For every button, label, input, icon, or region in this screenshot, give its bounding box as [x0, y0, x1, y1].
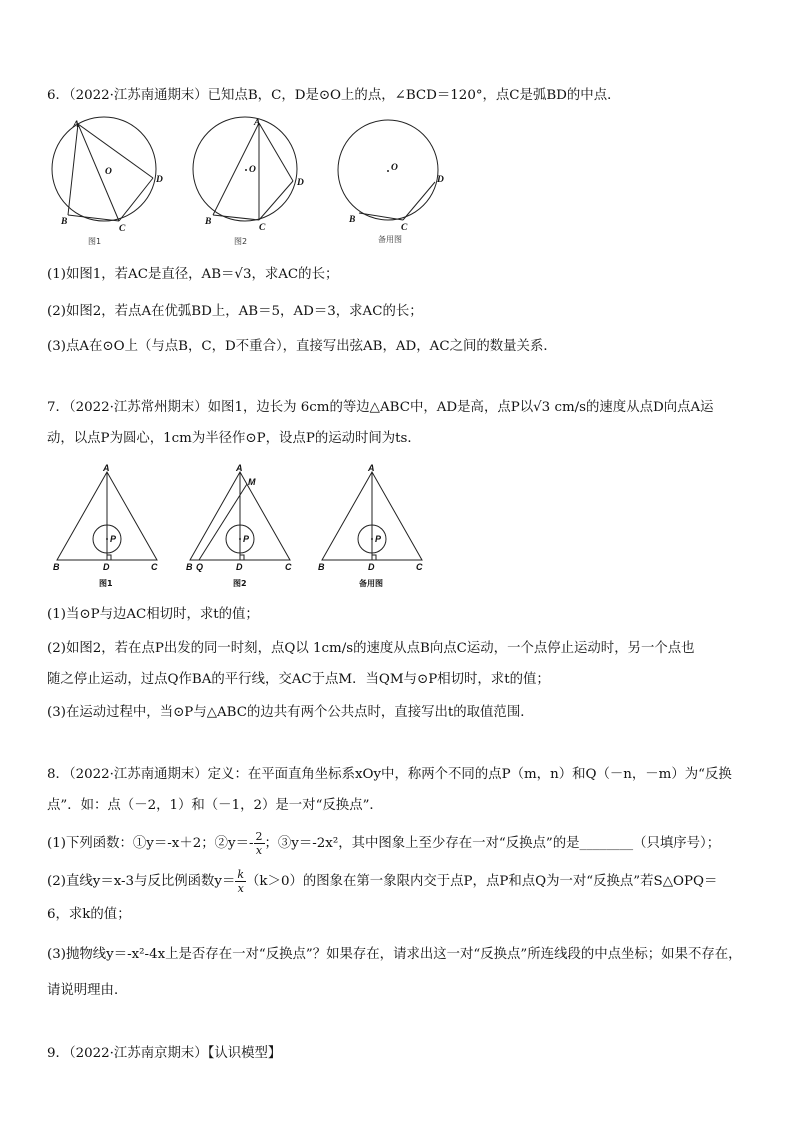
svg-text:B: B [61, 217, 68, 227]
q6-figures [45, 112, 465, 252]
svg-text:M: M [248, 477, 256, 487]
q7-part2-cont: 随之停止运动，过点Q作BA的平行线，交AC于点M．当QM与⊙P相切时，求t的值； [47, 672, 550, 687]
q7-fig1-caption: 图1 [99, 579, 113, 588]
q8-header-cont: 点”．如：点（－2，1）和（－1，2）是一对“反换点”． [47, 798, 383, 813]
q6-fig2 [193, 117, 297, 221]
q8-part1: (1)下列函数：①y＝-x＋2；②y＝- $\frac{2}{x}$ ；③y＝-2x²，其中图象上至少存在一对“反换点”的是________（只填序号）； [47, 830, 721, 857]
svg-text:C: C [151, 562, 158, 572]
svg-text:Q: Q [196, 562, 204, 572]
q8-header: 8．（2022·江苏南通期末）定义：在平面直角坐标系xOy中，称两个不同的点P（m，n）和Q（－n，－m）为“反换 [47, 767, 732, 782]
svg-text:O: O [105, 167, 112, 177]
svg-text:D: D [297, 178, 304, 188]
q8-part2-fraction: $\frac{k}{x}$ [237, 868, 245, 895]
q6-fig1 [52, 117, 156, 221]
q6-fig1-caption: 图1 [88, 237, 102, 246]
svg-text:B: B [205, 217, 212, 227]
svg-text:C: C [119, 224, 126, 234]
q7-header-cont: 动，以点P为圆心，1cm为半径作⊙P，设点P的运动时间为ts． [47, 431, 421, 446]
svg-text:A: A [236, 463, 243, 473]
svg-text:B: B [53, 562, 60, 572]
q6-part3: (3)点A在⊙O上（与点B，C，D不重合），直接写出弦AB，AD，AC之间的数量关系． [47, 339, 557, 354]
svg-text:C: C [285, 562, 292, 572]
svg-text:D: D [156, 175, 163, 185]
q9-header: 9．（2022·江苏南京期末）【认识模型】 [47, 1046, 282, 1061]
svg-text:D: D [437, 175, 444, 185]
q7-fig2-caption: 图2 [233, 579, 247, 588]
q8-part2: (2)直线y＝x-3与反比例函数y＝ $\frac{k}{x}$ （k＞0）的图象在第一象限内交于点P，点P和点Q为一对“反换点”若S△OPQ＝ [47, 868, 718, 895]
q6-header: 6．（2022·江苏南通期末）已知点B，C，D是⊙O上的点，∠BCD＝120°，点C是弧BD的中点． [47, 88, 621, 103]
q7-fig3-caption: 备用图 [359, 579, 383, 588]
q6-part2: (2)如图2，若点A在优弧BD上，AB＝5，AD＝3，求AC的长； [47, 304, 423, 319]
svg-text:D: D [103, 562, 110, 572]
svg-text:O: O [249, 165, 256, 175]
q8-part1-fraction: $\frac{2}{x}$ [255, 830, 263, 857]
q7-figures [45, 462, 445, 592]
svg-text:P: P [110, 534, 117, 544]
svg-text:O: O [391, 163, 398, 173]
q7-part1: (1)当⊙P与边AC相切时，求t的值； [47, 607, 259, 622]
q7-header: 7．（2022·江苏常州期末）如图1，边长为 6cm的等边△ABC中，AD是高，点P以√3 cm/s的速度从点D向点A运 [47, 400, 714, 415]
q7-fig1 [57, 472, 157, 560]
q7-fig2 [190, 472, 290, 560]
svg-text:B: B [318, 562, 325, 572]
svg-text:D: D [236, 562, 243, 572]
q6-part1: (1)如图1，若AC是直径，AB＝√3，求AC的长； [47, 267, 339, 282]
q8-part3: (3)抛物线y＝-x²-4x上是否存在一对“反换点”？如果存在，请求出这一对“反换点”所连线段的中点坐标；如果不存在， [47, 947, 742, 962]
svg-text:C: C [416, 562, 423, 572]
svg-text:B: B [349, 215, 356, 225]
svg-text:A: A [254, 118, 261, 128]
svg-text:P: P [243, 534, 250, 544]
q7-part2: (2)如图2，若在点P出发的同一时刻，点Q以 1cm/s的速度从点B向点C运动，一个点停止运动时，另一个点也 [47, 641, 695, 656]
q6-fig3-caption: 备用图 [378, 235, 402, 244]
svg-text:A: A [73, 120, 80, 130]
svg-text:C: C [401, 223, 408, 233]
q6-fig2-caption: 图2 [234, 237, 248, 246]
svg-text:D: D [368, 562, 375, 572]
svg-text:A: A [103, 463, 110, 473]
q8-part2-cont: 6，求k的值； [47, 907, 131, 922]
q7-part3: (3)在运动过程中，当⊙P与△ABC的边共有两个公共点时，直接写出t的取值范围． [47, 705, 534, 720]
svg-text:A: A [368, 463, 375, 473]
svg-text:C: C [259, 223, 266, 233]
svg-text:B: B [186, 562, 193, 572]
q7-fig3 [322, 472, 422, 560]
svg-text:P: P [375, 534, 382, 544]
q8-part3-cont: 请说明理由． [47, 983, 128, 998]
